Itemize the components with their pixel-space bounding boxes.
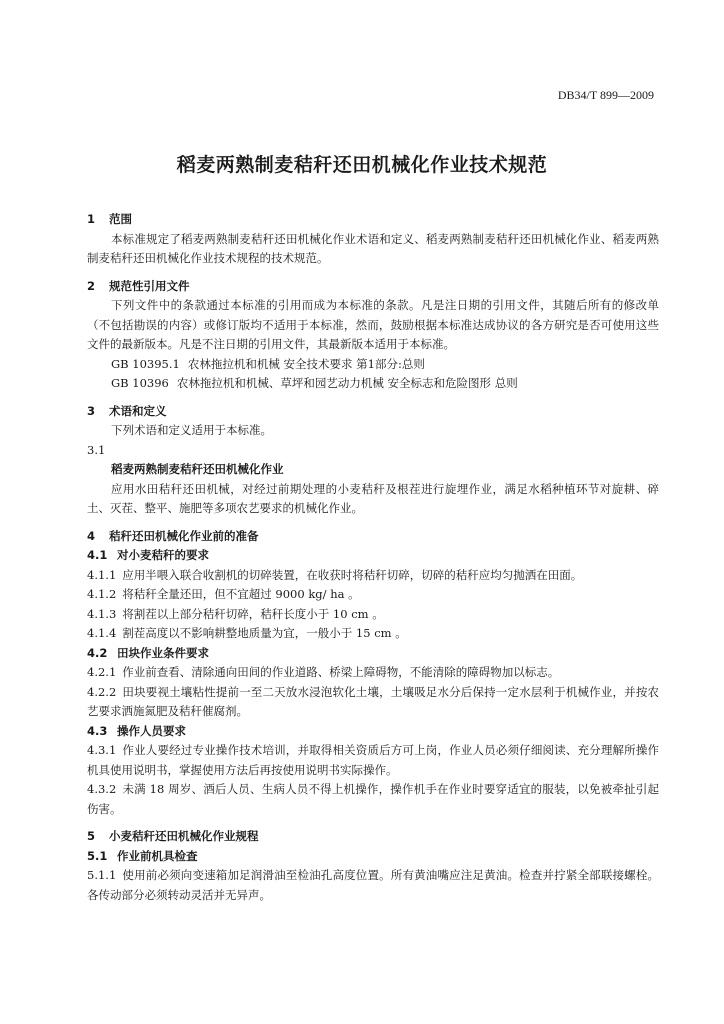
section-title: 秸秆还田机械化作业前的准备 — [109, 528, 259, 543]
reference-item — [87, 355, 659, 375]
clause-text: 作业人要经过专业操作技术培训，并取得相关资质后方可上岗，作业人员必须仔细阅读、充分理解所操作机具使用说明书，掌握使用方法后再按使用说明书实际操作。 — [87, 743, 659, 777]
clause-number: 4.3.1 — [87, 743, 117, 757]
subsection-number: 5.1 — [87, 848, 108, 863]
subsection-number: 4.2 — [87, 645, 108, 660]
clause-text: 割茬高度以不影响耕整地质量为宜，一般小于 15 cm 。 — [122, 626, 407, 640]
reference-item — [87, 374, 659, 394]
clause-number: 4.1.1 — [87, 567, 117, 582]
clause-text: 田块要视土壤粘性提前一至二天放水浸泡软化土壤，土壤吸足水分后保持一定水层利于机械作业，并按农艺要求洒施氮肥及秸秆催腐剂。 — [87, 684, 659, 718]
section-3-body: 下列术语和定义适用于本标准。 — [111, 423, 272, 437]
clause-4-2-2 — [87, 683, 659, 722]
subsection-heading-5-1 — [87, 847, 659, 867]
clause-text: 作业前查看、清除通向田间的作业道路、桥梁上障碍物，不能清除的障碍物加以标志。 — [122, 665, 560, 679]
document-body — [87, 210, 659, 905]
section-title: 范围 — [109, 212, 132, 226]
clause-text: 应用半喂入联合收割机的切碎装置，在收获时将秸秆切碎，切碎的秸秆应均匀抛洒在田面。 — [122, 567, 583, 582]
clause-text: 未满 18 周岁、酒后人员、生病人员不得上机操作，操作机手在作业时要穿适宜的服装，以免被牵扯引起伤害。 — [87, 782, 659, 816]
section-title: 小麦秸秆还田机械化作业规程 — [109, 829, 259, 843]
section-title: 术语和定义 — [109, 403, 167, 418]
clause-text: 将秸秆全量还田，但不宜超过 9000 kg/ ha 。 — [122, 587, 360, 601]
subsection-number: 4.1 — [87, 548, 108, 562]
clause-4-1-2 — [87, 585, 659, 605]
reference-code: GB 10395.1 — [111, 356, 180, 371]
clause-5-1-1 — [87, 866, 659, 905]
clause-number: 4.3.2 — [87, 782, 117, 796]
subsection-title: 作业前机具检查 — [117, 848, 198, 863]
clause-text: 使用前必须向变速箱加足润滑油至检油孔高度位置。所有黄油嘴应注足黄油。检查并拧紧全部联接螺栓。各传动部分必须转动灵活并无异声。 — [87, 868, 659, 902]
section-1-body: 本标准规定了稻麦两熟制麦秸秆还田机械化作业术语和定义、稻麦两熟制麦秸秆还田机械化作业、稻麦两熟制麦秸秆还田机械化作业技术规程的技术规范。 — [87, 231, 659, 265]
section-heading-1 — [87, 210, 659, 230]
section-2-body: 下列文件中的条款通过本标准的引用而成为本标准的条款。凡是注日期的引用文件，其随后所有的修改单（不包括勘误的内容）或修订版均不适用于本标准，然而，鼓励根据本标准达成协议的各方研究是否可使用这些文件的最新版本。凡是不注日期的引用文件，其最新版本适用于本标准。 — [87, 298, 659, 351]
subsection-heading-4-2 — [87, 644, 659, 664]
section-number: 2 — [87, 278, 96, 293]
subsection-heading-4-1 — [87, 546, 659, 566]
subsection-title: 田块作业条件要求 — [117, 645, 209, 660]
section-heading-2 — [87, 277, 659, 297]
reference-title: 农林拖拉机和机械、草坪和园艺动力机械 安全标志和危险图形 总则 — [176, 376, 518, 390]
section-number: 4 — [87, 528, 96, 543]
subsection-heading-4-3 — [87, 722, 659, 742]
term-title: 稻麦两熟制麦秸秆还田机械化作业 — [111, 462, 284, 476]
clause-number: 4.2.2 — [87, 684, 117, 699]
clause-4-1-3 — [87, 605, 659, 625]
subsection-number: 4.3 — [87, 723, 108, 738]
clause-4-3-2 — [87, 780, 659, 819]
clause-number: 4.2.1 — [87, 665, 117, 679]
clause-number: 5.1.1 — [87, 868, 117, 882]
document-title: 稻麦两熟制麦秸秆还田机械化作业技术规范 — [176, 154, 548, 176]
standard-number: DB34/T 899—2009 — [557, 88, 654, 102]
section-number: 1 — [87, 212, 96, 226]
clause-4-1-4 — [87, 624, 659, 644]
subsection-title: 操作人员要求 — [117, 723, 186, 738]
section-heading-3 — [87, 402, 659, 422]
reference-title: 农林拖拉机和机械 安全技术要求 第1部分:总则 — [187, 356, 425, 371]
clause-4-2-1 — [87, 663, 659, 683]
clause-4-3-1 — [87, 741, 659, 780]
section-heading-5 — [87, 827, 659, 847]
reference-code: GB 10396 — [111, 376, 169, 390]
section-heading-4 — [87, 527, 659, 547]
section-title: 规范性引用文件 — [109, 278, 190, 293]
section-number: 5 — [87, 829, 96, 843]
clause-number: 4.1.3 — [87, 606, 117, 621]
subsection-title: 对小麦秸秆的要求 — [117, 548, 209, 562]
clause-number: 4.1.4 — [87, 626, 117, 640]
clause-text: 将割茬以上部分秸秆切碎，秸秆长度小于 10 cm 。 — [122, 606, 384, 621]
clause-number: 4.1.2 — [87, 587, 117, 601]
term-definition: 应用水田秸秆还田机械，对经过前期处理的小麦秸秆及根茬进行旋埋作业，满足水稻种植环节对旋耕、碎土、灭茬、整平、施肥等多项农艺要求的机械化作业。 — [87, 481, 659, 515]
term-number: 3.1 — [87, 442, 106, 457]
clause-4-1-1 — [87, 566, 659, 586]
section-number: 3 — [87, 403, 96, 418]
